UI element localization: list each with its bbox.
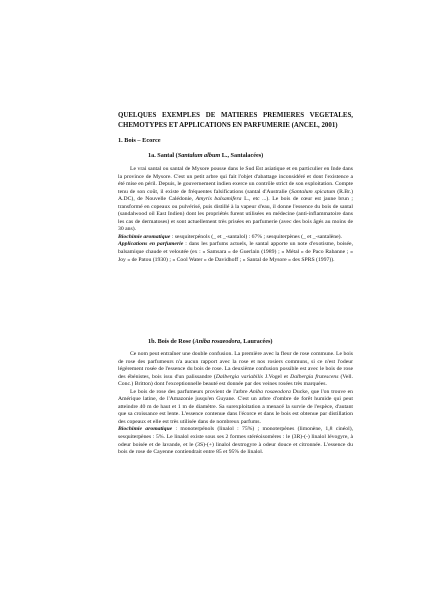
latin-name: Aniba rosaeodora [249, 388, 291, 395]
santal-heading-prefix: 1a. Santal ( [148, 152, 178, 159]
santal-section [118, 166, 353, 264]
rose-paragraph-2 [118, 389, 353, 427]
rose-biochimie [118, 426, 353, 456]
text-run: Ce nom peut entraîner une double confusion. La première avec la fleur de rose commune. Le bois de rose des parfumeurs n'a aucun rapport avec la rose et nos rosiers communs, si ce n'est l'odeur légèrement rosée de l'essence du bois de rose. La deuxième confusion possible est avec le bois de rose des ébénistes, bois issu d'un palissandre ( [118, 351, 353, 380]
santal-paragraph [118, 166, 353, 234]
latin-name: Dalbergia variabilis [215, 373, 263, 380]
document-page [118, 0, 353, 598]
applications-label: Applications en parfumerie [118, 241, 184, 248]
rose-heading-latin: Aniba rosaeodora [194, 338, 241, 345]
text-run: (R.Br.) A.DC), de Nouvelle Calédonie, [118, 188, 353, 203]
text-run: L., etc ...). Le bois de cœur est jaune brun ; transformé en copeaux ou pulvérisé, puis distillé à la vapeur d'eau, il donne l'essence du bois de santal (sandalwood oil East Indien) dont les propriétés furent utilisées en médecine (anti-inflammatoire dans les cas de dermatoses) et sont actuellement très prisées en parfumerie (avec des bois âgés au moins de 30 ans). [118, 196, 353, 233]
section-heading: 1. Bois – Ecorce [118, 137, 161, 144]
text-run: Le vrai santal ou santal de Mysore pousse dans le Sud Est asiatique et en particulier en Inde dans la province de Mysore. C'est un petit arbre qui fait l'objet d'abattage inconsidéré et dont l'existence a été mise en péril. Depuis, le gouvernement indien exerce un contrôle strict de son exploitation. Compte tenu de son coût, il existe de fréquentes falsifications (santal d'Australie ( [118, 166, 353, 195]
rose-heading [148, 338, 272, 346]
biochimie-text: : sesquiterpénols (_ et _-santalol) : 67% ; sesquiterpènes (_ et _-santalène). [170, 233, 342, 240]
latin-name: Amyris balsamifera [195, 196, 242, 203]
rose-heading-prefix: 1b. Bois de Rose ( [148, 338, 195, 345]
text-run: (Vell. Conc.) Britton) dont l'exceptionnelle beauté est donnée par des veines rosées très marquées. [118, 373, 353, 388]
document-title: QUELQUES EXEMPLES DE MATIERES PREMIERES VEGETALES, CHEMOTYPES ET APPLICATIONS EN PARFUMERIE (ANCEL, 2001) [118, 112, 353, 129]
rose-section [118, 351, 353, 457]
santal-heading [148, 152, 263, 160]
latin-name: Dalbergia frutescens [290, 373, 339, 380]
text-run: Le bois de rose des parfumeurs provient de l'arbre [130, 388, 250, 395]
applications-text: : dans les parfums actuels, le santal apporte un note d'exotisme, boisée, balsamique chaude et veloutée (ex : « Samsara » de Guerlain (1989) ; « Métal » de Paco Rabanne ; « Joy » de Patou (1930) ; « Cool Water » de Davidhoff ; « Santal de Mysore » des SPRS (1997)). [118, 241, 353, 263]
biochimie-text: : monoterpénols (linalol : 75%) ; monoterpènes (limonène, 1,8 cinéol), sesquiterpènes : 5%. Le linalol existe sous ses 2 formes stéréoisomères : le (3R)-(-) linalol lévogyre, à odeur boisée et de lavande, et le (3S)-(+) linalol dextrogyre à odeur douce et citronnée. L'essence du bois de rose de Cayenne contiendrait entre 85 et 95% de linalol. [118, 426, 354, 456]
santal-heading-latin: Santalum album [177, 152, 221, 159]
text-run: J.Vogel et [262, 373, 291, 380]
santal-heading-suffix: L., Santalacées) [220, 152, 264, 159]
text-run: Ducke, que l'on trouve en Amérique latine, de l'Amazonie jusqu'en Guyane. C'est un arbre d'ombre de forêt humide qui peut atteindre 40 m de haut et 1 m de diamètre. Sa surexploitation a menacé la survie de l'espèce, d'autant que sa croissance est lente. L'essence contenue dans l'écorce et dans le bois est obtenue par distillation des copeaux et elle est très utilisée dans de nombreux parfums. [118, 388, 353, 425]
biochimie-label: Biochimie aromatique [118, 426, 173, 433]
rose-heading-suffix: , Lauracées) [240, 338, 273, 345]
latin-name: Santalum spicatum [291, 188, 336, 195]
biochimie-label: Biochimie aromatique [118, 233, 171, 240]
rose-paragraph-1 [118, 351, 353, 389]
santal-applications [118, 241, 353, 264]
